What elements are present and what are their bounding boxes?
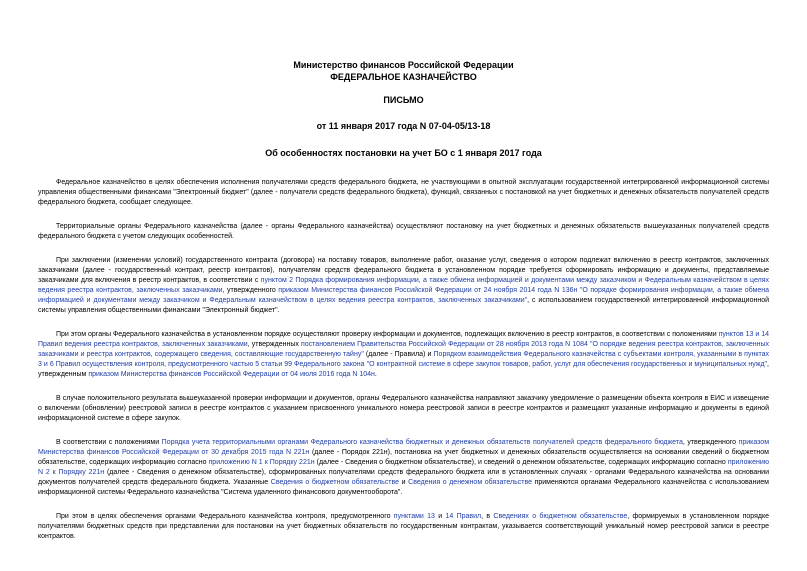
link-accounting-procedure[interactable]: Порядка учета территориальными органами Федерального казначейства бюджетных и денежных обязательств получателей средств федерального бюджета xyxy=(161,438,683,446)
p4-text-2: , утвержденных xyxy=(247,340,301,348)
link-interaction-procedure[interactable]: Порядком взаимодействия Федерального казначейства с субъектами контроля, указанными в пунктах 3 и 6 Правил осуществления контроля, предусмотренного частью 5 статьи 99 Федерального закона "О контрактной системе в сфере закупок товаров, работ, услуг для обеспечения государственных и муниципальных нужд" xyxy=(38,350,769,368)
link-monetary-obligation-info[interactable]: Сведения о денежном обязательстве xyxy=(408,478,532,486)
p7-text-3: , в xyxy=(481,512,494,520)
p6-text-3: (далее - Порядок 221н), постановка на учет бюджетных и денежных обязательств осуществляется на основании сведений о бюджетном обязательстве, содержащих информацию согласно xyxy=(38,448,769,466)
paragraph-2: Территориальные органы Федерального казначейства (далее - органы Федерального казначейства) осуществляют постановку на учет бюджетных и денежных обязательств вышеуказанных получателей средств федерального бюджета с учетом следующих особенностей. xyxy=(38,222,769,240)
paragraph-5: В случае положительного результата вышеуказанной проверки информации и документов, органы Федерального казначейства направляют заказчику уведомление о размещении объекта контроля в ЕИС и извещение о включении (обновлении) реестровой записи в реестре контрактов с указанием присвоенного уникального номера реестровой записи в реестре контрактов и размещают указанные информацию и документы в единой информационной системе в сфере закупок. xyxy=(38,394,769,422)
p6-text-1: В соответствии с положениями xyxy=(56,438,162,446)
link-rules-14[interactable]: 14 Правил xyxy=(445,512,482,520)
document-date-number: от 11 января 2017 года N 07-04-05/13-18 xyxy=(316,120,491,131)
p6-text-4: (далее - Сведения о бюджетном обязательстве), и сведений о денежном обязательстве, содержащих информацию согласно xyxy=(314,458,728,466)
p6-text-2: , утвержденного xyxy=(682,438,739,446)
link-appendix-2[interactable]: приложению N 2 к Порядку 221н xyxy=(38,458,769,476)
p3-text-2: , утвержденного xyxy=(222,286,279,294)
paragraph-3 xyxy=(38,256,769,316)
p3-text-3: , с использованием государственной интегрированной информационной системы управления общественными финансами "Электронный бюджет". xyxy=(38,296,769,314)
document-body xyxy=(38,178,769,542)
p7-text-4: , формируемых в установленном порядке получателями бюджетных средств при представлении для постановки на учет бюджетных обязательств по государственным контрактам, указывается соответствующий уникальный номер реестровой записи в реестре контрактов. xyxy=(38,512,769,540)
link-budget-obligation-info[interactable]: Сведения о бюджетном обязательстве xyxy=(270,478,400,486)
ministry-name: Министерство финансов Российской Федерации xyxy=(293,60,514,70)
p7-text-2: и xyxy=(434,512,446,520)
p4-text-4: , утвержденным xyxy=(38,360,769,378)
p4-text-5: . xyxy=(374,370,377,378)
link-appendix-1[interactable]: приложению N 1 к Порядку 221н xyxy=(208,458,315,466)
link-order-item-2[interactable]: пунктом 2 Порядка формирования информации, а также обмена информацией и документами между заказчиком и Федеральным казначейством в целях ведения реестра контрактов, заключенных заказчиками xyxy=(38,276,769,294)
p4-text-3: (далее - Правила) и xyxy=(363,350,434,358)
link-order-221n[interactable]: приказом Министерства финансов Российской Федерации от 30 декабря 2015 года N 221н xyxy=(38,438,770,456)
link-resolution-1084[interactable]: постановлением Правительства Российской Федерации от 28 ноября 2013 года N 1084 "О порядке ведения реестра контрактов, заключенных заказчиками и реестра контрактов, содержащего сведения, составляющие государственную тайну" xyxy=(38,340,770,358)
link-order-104n[interactable]: приказом Министерства финансов Российской Федерации от 04 июля 2016 года N 104н xyxy=(88,370,375,378)
treasury-name: ФЕДЕРАЛЬНОЕ КАЗНАЧЕЙСТВО xyxy=(330,71,477,82)
p6-text-5: (далее - Сведения о денежном обязательстве), сформированных получателями средств федерального бюджета или в установленных случаях - органами Федерального казначейства на основании документов получателей средств федерального бюджета. Указанные xyxy=(38,468,769,486)
paragraph-7 xyxy=(38,512,769,542)
p3-text-1: При заключении (изменении условий) государственного контракта (договора) на поставку товаров, выполнение работ, оказание услуг, сведения о котором подлежат включению в реестр контрактов, заключенных заказчиками (далее - государственный контракт, реестр контрактов), получателям средств федерального бюджета в установленном порядке требуется сформировать информацию и документы, представляемые заказчиками для включения в реестр контрактов, в соответствии с xyxy=(38,256,769,284)
p6-text-7: применяются органами Федерального казначейства с использованием информационной системы Федерального казначейства "Система удаленного финансового документооборота". xyxy=(38,478,769,496)
document-type: ПИСЬМО xyxy=(383,95,424,105)
paragraph-4 xyxy=(38,330,769,380)
p7-text-1: При этом в целях обеспечения органами Федерального казначейства контроля, предусмотренного xyxy=(56,512,394,520)
p4-text-1: При этом органы Федерального казначейства в установленном порядке осуществляют проверку информации и документов, подлежащих включению в реестр контрактов, в соответствии с положениями xyxy=(56,330,719,338)
link-budget-obligation-info-2[interactable]: Сведениях о бюджетном обязательстве xyxy=(493,512,628,520)
link-rules-items-13-14[interactable]: пунктов 13 и 14 Правил ведения реестра контрактов, заключенных заказчиками xyxy=(38,330,769,348)
link-items-13[interactable]: пунктами 13 xyxy=(393,512,435,520)
document-subject: Об особенностях постановки на учет БО с 1 января 2017 года xyxy=(265,148,542,158)
paragraph-6 xyxy=(38,438,769,498)
link-order-136n[interactable]: приказом Министерства финансов Российской Федерации от 24 ноября 2014 года N 136н "О порядке формирования информации, а также обмена информацией и документами между заказчиком и Федеральным казначейством в целях ведения реестра контрактов, заключенных заказчиками" xyxy=(38,286,770,304)
paragraph-1: Федеральное казначейство в целях обеспечения исполнения получателями средств федерального бюджета, не участвующими в опытной эксплуатации государственной интегрированной информационной системы управления общественными финансами "Электронный бюджет" (далее - получатели средств федерального бюджета), функций, связанных с постановкой на учет бюджетных и денежных обязательств получателей средств федерального бюджета, сообщает следующее. xyxy=(38,178,769,206)
p6-text-6: и xyxy=(399,478,409,486)
